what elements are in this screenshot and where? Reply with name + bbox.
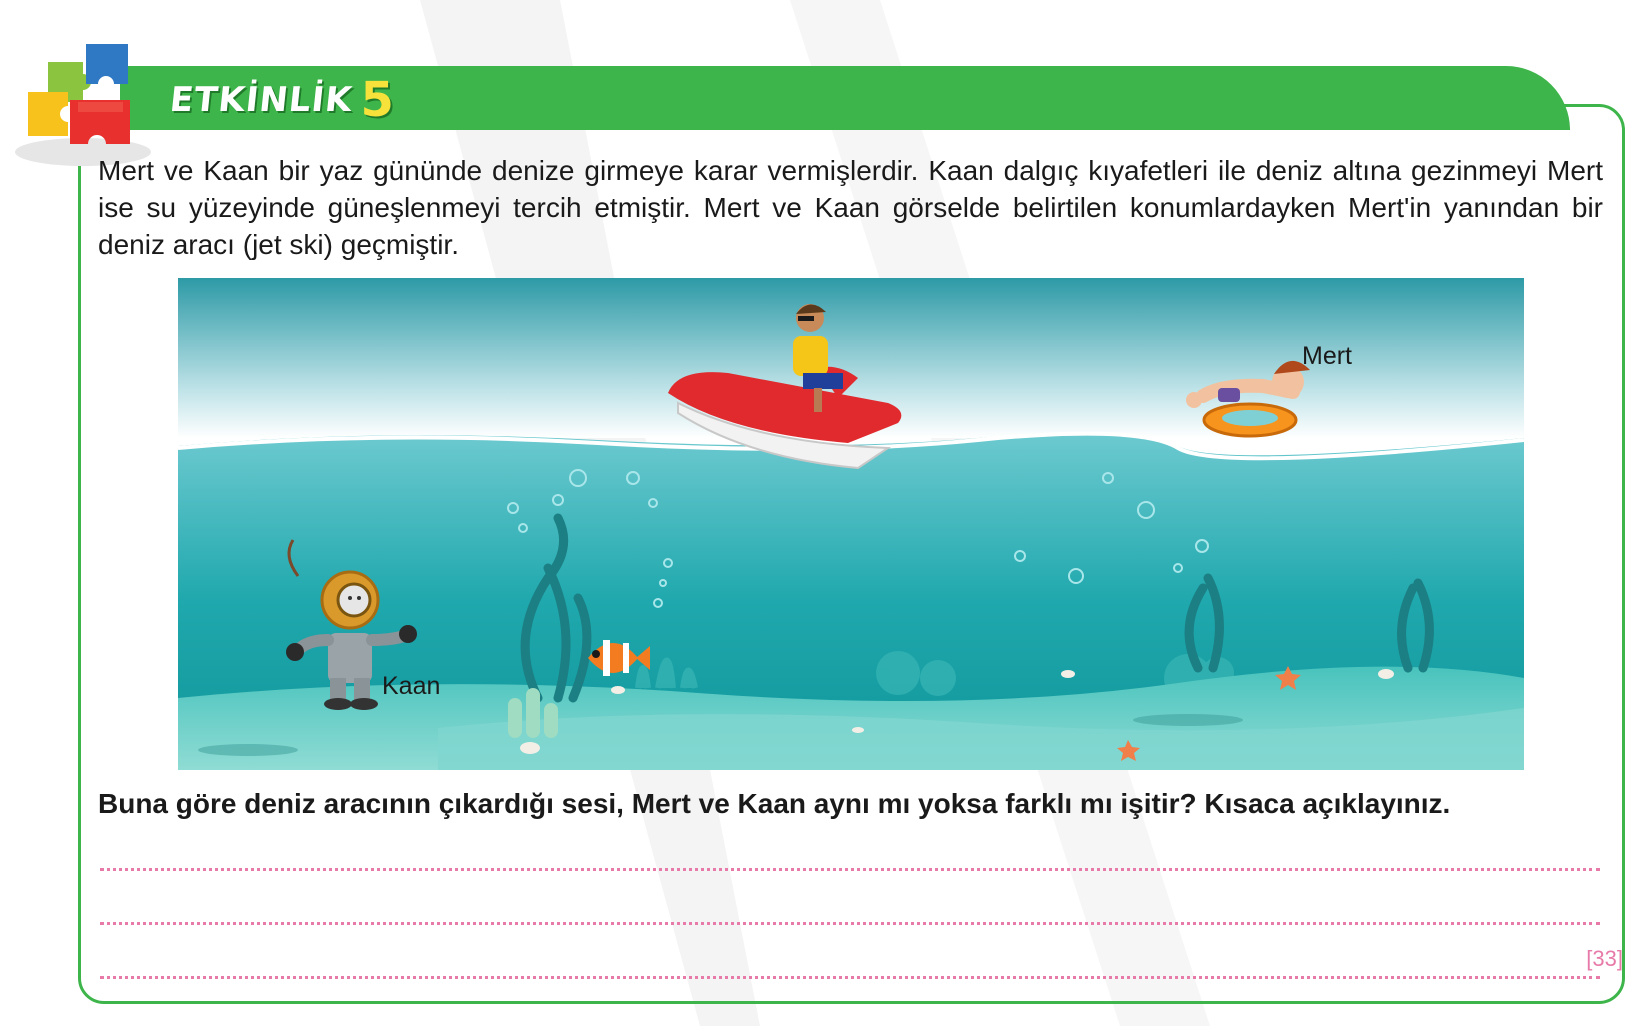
label-mert: Mert [1302,342,1352,370]
sea-scene-illustration [178,278,1524,770]
label-kaan: Kaan [382,672,441,700]
answer-line-3[interactable] [100,976,1600,979]
page-number: [33] [1586,946,1623,971]
answer-line-2[interactable] [100,922,1600,925]
question-text: Buna göre deniz aracının çıkardığı sesi, Mert ve Kaan aynı mı yoksa farklı mı işitir? Kısaca açıklayınız. [98,788,1451,819]
answer-line-1[interactable] [100,868,1600,871]
activity-title [167,68,394,132]
activity-word: ETKİNLİK [167,80,355,120]
activity-number: 5 [360,72,394,128]
puzzle-pieces-icon [8,22,158,172]
intro-paragraph: Mert ve Kaan bir yaz gününde denize girmeye karar vermişlerdir. Kaan dalgıç kıyafetleri ile deniz altına gezinmeyi Mert ise su yüzeyinde güneşlenmeyi tercih etmiştir. Mert ve Kaan görselde belirtilen konumlardayken Mert'in yanından bir deniz aracı (jet ski) geçmiştir. [98,155,1603,260]
